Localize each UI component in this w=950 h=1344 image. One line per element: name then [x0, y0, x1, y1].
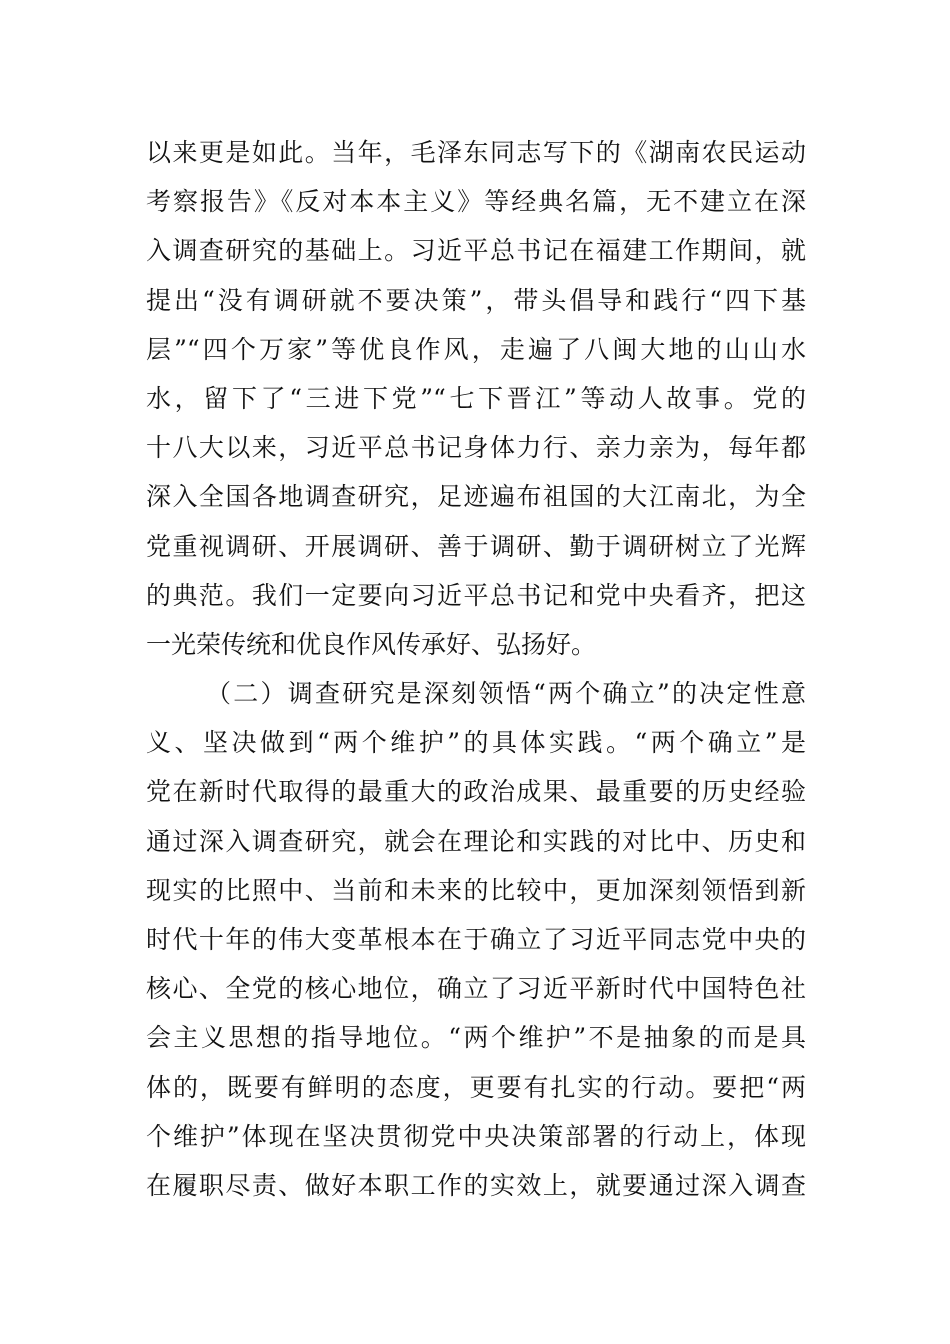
text-line: 层”“四个万家”等优良作风，走遍了八闽大地的山山水 — [146, 334, 806, 364]
paragraph-end-line: 一光荣传统和优良作风传承好、弘扬好。 — [146, 629, 597, 659]
text-line: 体的，既要有鲜明的态度，更要有扎实的行动。要把“两 — [146, 1072, 806, 1102]
text-line: 在履职尽责、做好本职工作的实效上，就要通过深入调查 — [146, 1170, 806, 1200]
text-line: 通过深入调查研究，就会在理论和实践的对比中、历史和 — [146, 826, 806, 856]
text-line: 深入全国各地调查研究，足迹遍布祖国的大江南北，为全 — [146, 482, 806, 512]
text-line: 考察报告》《反对本本主义》等经典名篇，无不建立在深 — [146, 187, 806, 217]
section-heading-line: （二）调查研究是深刻领悟“两个确立”的决定性意 — [206, 679, 806, 709]
text-line: 时代十年的伟大变革根本在于确立了习近平同志党中央的 — [146, 925, 806, 954]
document-body — [146, 128, 806, 1210]
text-line: 会主义思想的指导地位。“两个维护”不是抽象的而是具 — [146, 1023, 806, 1053]
text-line: 的典范。我们一定要向习近平总书记和党中央看齐，把这 — [146, 580, 806, 610]
text-line: 现实的比照中、当前和未来的比较中，更加深刻领悟到新 — [146, 875, 806, 905]
text-line: 提出“没有调研就不要决策”，带头倡导和践行“四下基 — [146, 285, 806, 315]
text-line: 义、坚决做到“两个维护”的具体实践。“两个确立”是 — [146, 728, 806, 758]
text-line: 党在新时代取得的最重大的政治成果、最重要的历史经验 — [146, 777, 806, 807]
text-line: 十八大以来，习近平总书记身体力行、亲力亲为，每年都 — [146, 433, 806, 463]
text-line: 个维护”体现在坚决贯彻党中央决策部署的行动上，体现 — [146, 1121, 806, 1151]
text-line: 核心、全党的核心地位，确立了习近平新时代中国特色社 — [146, 974, 806, 1004]
text-line: 党重视调研、开展调研、善于调研、勤于调研树立了光辉 — [146, 531, 806, 561]
text-line: 入调查研究的基础上。习近平总书记在福建工作期间，就 — [146, 236, 806, 266]
text-line: 以来更是如此。当年，毛泽东同志写下的《湖南农民运动 — [146, 138, 806, 167]
text-line: 水，留下了“三进下党”“七下晋江”等动人故事。党的 — [146, 383, 806, 413]
